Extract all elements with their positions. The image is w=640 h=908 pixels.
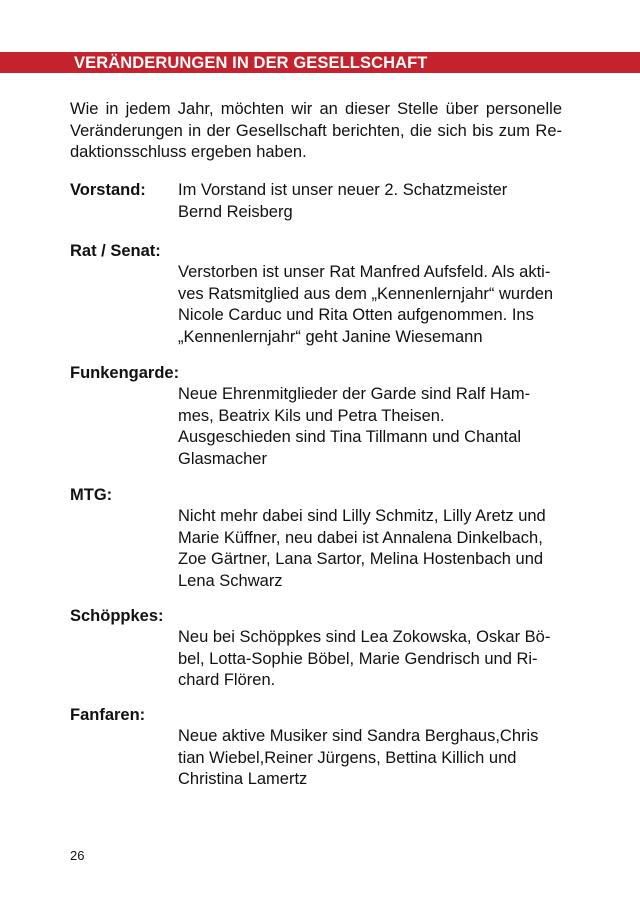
text-line: Glasmacher <box>178 449 267 468</box>
section-label: Vorstand: <box>70 181 146 199</box>
section-label: Fanfaren: <box>70 706 146 724</box>
text-line: Zoe Gärtner, Lana Sartor, Melina Hostenbach und <box>178 550 544 568</box>
text-line: „Kennenlernjahr“ geht Janine Wiesemann <box>178 327 483 346</box>
section-title: VERÄNDERUNGEN IN DER GESELLSCHAFT <box>74 54 428 72</box>
text-line: Im Vorstand ist unser neuer 2. Schatzmeister <box>178 181 508 199</box>
intro-line: daktionsschluss ergeben haben. <box>70 143 307 161</box>
text-line: Christina Lamertz <box>178 770 308 788</box>
text-line: ves Ratsmitglied aus dem „Kennenlernjahr“ wurden <box>178 284 554 303</box>
section-header-bar <box>0 52 640 73</box>
intro-paragraph <box>70 99 562 164</box>
intro-line: Wie in jedem Jahr, möchten wir an dieser Stelle über personelle <box>70 100 562 118</box>
text-line: Bernd Reisberg <box>178 202 293 221</box>
text-line: Neu bei Schöppkes sind Lea Zokowska, Oskar Bö- <box>178 628 551 646</box>
section-text <box>178 506 570 592</box>
page-number: 26 <box>70 848 85 863</box>
section-text <box>178 262 570 348</box>
section-text <box>178 726 570 791</box>
text-line: Neue Ehrenmitglieder der Garde sind Ralf Ham- <box>178 385 531 403</box>
text-line: Neue aktive Musiker sind Sandra Berghaus,Chris <box>178 727 539 745</box>
section-text <box>178 384 570 470</box>
text-line: bel, Lotta-Sophie Böbel, Marie Gendrisch und Ri- <box>178 649 538 668</box>
text-line: tian Wiebel,Reiner Jürgens, Bettina Killich und <box>178 748 517 767</box>
section-label: Rat / Senat: <box>70 242 161 260</box>
text-line: chard Flören. <box>178 671 276 689</box>
intro-line: Veränderungen in der Gesellschaft berichten, die sich bis zum Re- <box>70 121 562 140</box>
section-label: MTG: <box>70 486 113 504</box>
section-label: Funkengarde: <box>70 364 180 382</box>
section-text <box>178 180 570 223</box>
section-text <box>178 627 570 692</box>
text-line: Verstorben ist unser Rat Manfred Aufsfeld. Als akti- <box>178 263 551 281</box>
text-line: Nicht mehr dabei sind Lilly Schmitz, Lilly Aretz und <box>178 507 546 525</box>
text-line: mes, Beatrix Kils und Petra Theisen. <box>178 406 445 425</box>
section-label: Schöppkes: <box>70 607 164 625</box>
text-line: Nicole Carduc und Rita Otten aufgenommen. Ins <box>178 306 534 324</box>
text-line: Lena Schwarz <box>178 571 283 590</box>
text-line: Marie Küffner, neu dabei ist Annalena Dinkelbach, <box>178 528 543 547</box>
text-line: Ausgeschieden sind Tina Tillmann und Chantal <box>178 428 522 446</box>
